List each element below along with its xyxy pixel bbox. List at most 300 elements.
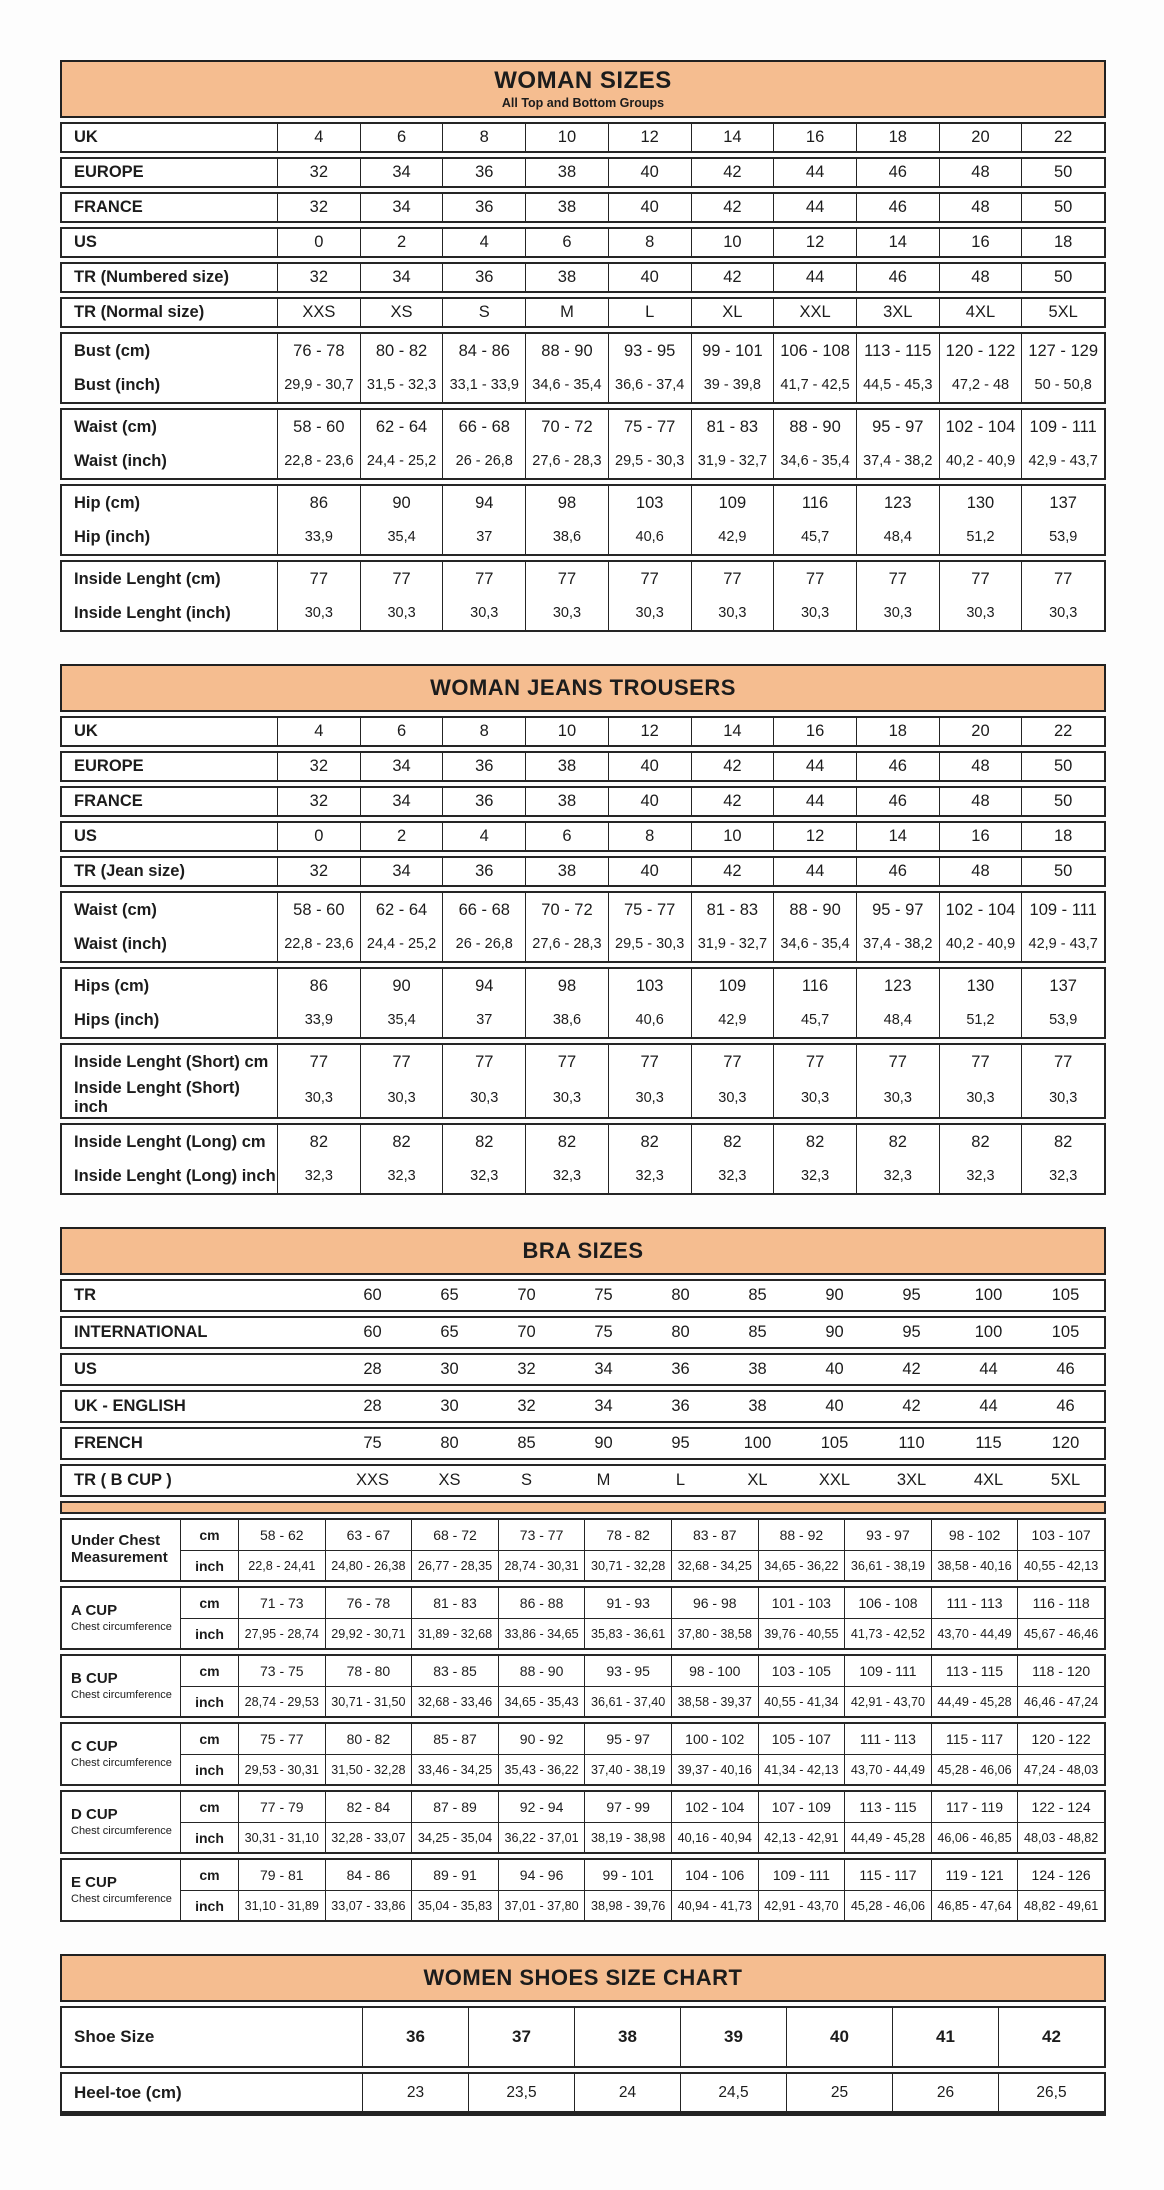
size-cell: 4 <box>277 124 360 151</box>
size-cell: 5XL <box>1050 1471 1081 1489</box>
size-cell: 50 <box>1021 858 1104 885</box>
size-cell: 44 <box>773 194 856 221</box>
size-cell: 41,73 - 42,52 <box>844 1619 931 1648</box>
size-cell: 39,76 - 40,55 <box>758 1619 845 1648</box>
size-cell: 97 - 99 <box>584 1792 671 1822</box>
size-row <box>60 1427 1106 1460</box>
size-cell: 40 <box>608 858 691 885</box>
size-row <box>62 444 1104 478</box>
measurement-row <box>181 1822 1104 1852</box>
unit-label: cm <box>199 1867 220 1883</box>
size-cell: 36 <box>671 1360 690 1378</box>
size-cell: 34 <box>360 753 443 780</box>
size-cell: XS <box>360 299 443 326</box>
size-cell: 109 - 111 <box>1021 410 1104 444</box>
bra-measurement-group <box>60 1518 1106 1582</box>
size-row <box>60 1353 1106 1386</box>
size-cell: 30,3 <box>360 1079 443 1117</box>
size-cell: 30,3 <box>277 596 360 630</box>
size-cell: 36 <box>442 194 525 221</box>
size-cell: 76 - 78 <box>325 1588 412 1618</box>
size-cell: 44,5 - 45,3 <box>856 368 939 402</box>
size-cell: 38,58 - 40,16 <box>931 1551 1018 1580</box>
size-row-group <box>60 484 1106 556</box>
size-row <box>62 1159 1104 1193</box>
size-cell: 27,6 - 28,3 <box>525 927 608 961</box>
size-cell: 40 <box>608 264 691 291</box>
size-cell: 77 <box>277 562 360 596</box>
size-cell: 116 - 118 <box>1017 1588 1104 1618</box>
size-cell: 117 - 119 <box>931 1792 1018 1822</box>
size-cell: 34 <box>594 1397 613 1415</box>
size-cell: 44,49 - 45,28 <box>844 1823 931 1852</box>
size-cell: 45,28 - 46,06 <box>844 1891 931 1920</box>
measurement-sublabel-text: Chest circumference <box>71 1621 172 1634</box>
size-cell: 34 <box>360 858 443 885</box>
size-cell: 42 <box>691 264 774 291</box>
size-row <box>62 486 1104 520</box>
size-cell: 47,24 - 48,03 <box>1017 1755 1104 1784</box>
size-cell: 40,55 - 41,34 <box>758 1687 845 1716</box>
size-row <box>62 562 1104 596</box>
size-cell: 37,4 - 38,2 <box>856 927 939 961</box>
size-cell: 44 <box>979 1360 998 1378</box>
size-cell: XXS <box>355 1471 390 1489</box>
size-cell: 29,5 - 30,3 <box>608 444 691 478</box>
size-cell: 30 <box>440 1397 459 1415</box>
size-cell: 28 <box>363 1360 382 1378</box>
size-cell: 120 - 122 <box>939 334 1022 368</box>
size-cell: 29,53 - 30,31 <box>238 1755 325 1784</box>
size-cell: 75 <box>594 1323 613 1341</box>
size-cell: 12 <box>608 718 691 745</box>
size-cell: 4 <box>442 229 525 256</box>
size-row <box>60 262 1106 293</box>
size-cell: 32,3 <box>691 1159 774 1193</box>
size-cell: 103 <box>608 486 691 520</box>
size-cell: 77 <box>691 562 774 596</box>
size-row <box>60 856 1106 887</box>
size-cell: 22 <box>1021 124 1104 151</box>
size-cell: 42,13 - 42,91 <box>758 1823 845 1852</box>
size-row-group <box>60 1043 1106 1119</box>
size-cell: 36,22 - 37,01 <box>498 1823 585 1852</box>
size-cell: 77 <box>525 562 608 596</box>
size-cell: 32,3 <box>277 1159 360 1193</box>
size-row-group <box>60 967 1106 1039</box>
size-row <box>62 1045 1104 1079</box>
size-cell: 45,28 - 46,06 <box>931 1755 1018 1784</box>
size-cell: 23 <box>362 2074 468 2111</box>
size-row <box>62 596 1104 630</box>
size-row <box>60 1279 1106 1312</box>
size-cell: 46,06 - 46,85 <box>931 1823 1018 1852</box>
size-cell: 31,5 - 32,3 <box>360 368 443 402</box>
size-cell: 46,46 - 47,24 <box>1017 1687 1104 1716</box>
size-cell: 93 - 95 <box>608 334 691 368</box>
size-cell: 5XL <box>1021 299 1104 326</box>
size-cell: L <box>675 1471 686 1489</box>
size-cell: 70 <box>517 1323 536 1341</box>
size-cell: 70 - 72 <box>525 410 608 444</box>
size-cell: 35,83 - 36,61 <box>584 1619 671 1648</box>
size-cell: 88 - 92 <box>758 1520 845 1550</box>
size-cell: 110 <box>898 1434 925 1452</box>
measurement-body <box>180 1724 1104 1784</box>
size-cell: 3XL <box>856 299 939 326</box>
row-label: TR (Numbered size) <box>74 268 229 286</box>
measurement-label-text: E CUP <box>71 1873 117 1891</box>
size-cell: 51,2 <box>939 520 1022 554</box>
size-cell: 50 <box>1021 194 1104 221</box>
size-cell: 103 <box>608 969 691 1003</box>
size-cell: 130 <box>939 969 1022 1003</box>
size-cell: 34,6 - 35,4 <box>773 444 856 478</box>
size-cell: 34,6 - 35,4 <box>773 927 856 961</box>
size-cell: 77 <box>939 1045 1022 1079</box>
size-cell: 77 <box>773 1045 856 1079</box>
size-cell: 2 <box>360 229 443 256</box>
size-cell: 100 - 102 <box>671 1724 758 1754</box>
size-cell: 32 <box>277 753 360 780</box>
measurement-label-text: Under Chest Measurement <box>71 1532 168 1566</box>
size-cell: 44,49 - 45,28 <box>931 1687 1018 1716</box>
size-cell: 40,2 - 40,9 <box>939 444 1022 478</box>
size-cell: 73 - 75 <box>238 1656 325 1686</box>
women-shoes-rows <box>60 2006 1106 2116</box>
size-cell: 38 <box>748 1397 767 1415</box>
row-label: EUROPE <box>74 757 144 775</box>
measurement-label <box>62 1520 180 1580</box>
size-cell: 32 <box>277 858 360 885</box>
row-label: Shoe Size <box>74 2027 155 2046</box>
size-cell: 79 - 81 <box>238 1860 325 1890</box>
size-cell: 36 <box>442 264 525 291</box>
size-cell: 6 <box>525 229 608 256</box>
size-cell: 42 <box>691 159 774 186</box>
size-cell: 30 <box>440 1360 459 1378</box>
size-cell: 48 <box>939 194 1022 221</box>
size-cell: 94 <box>442 486 525 520</box>
measurement-row <box>181 1860 1104 1890</box>
size-cell: 27,6 - 28,3 <box>525 444 608 478</box>
row-label: US <box>74 233 97 251</box>
size-cell: 42,91 - 43,70 <box>844 1687 931 1716</box>
size-row-group <box>60 1123 1106 1195</box>
size-cell: 81 - 83 <box>411 1588 498 1618</box>
size-cell: 29,5 - 30,3 <box>608 927 691 961</box>
size-cell: L <box>608 299 691 326</box>
measurement-row <box>181 1588 1104 1618</box>
size-cell: 30,3 <box>1021 596 1104 630</box>
row-label: UK <box>74 128 98 146</box>
size-cell: 66 - 68 <box>442 410 525 444</box>
size-cell: 48,82 - 49,61 <box>1017 1891 1104 1920</box>
size-cell: 94 - 96 <box>498 1860 585 1890</box>
size-cell: 105 <box>1051 1323 1080 1341</box>
size-row <box>60 1464 1106 1497</box>
size-cell: 30,71 - 32,28 <box>584 1551 671 1580</box>
row-label: FRANCE <box>74 198 143 216</box>
size-cell: 85 <box>748 1286 767 1304</box>
size-cell: 44 <box>773 788 856 815</box>
size-cell: 34,65 - 36,22 <box>758 1551 845 1580</box>
size-cell: 80 - 82 <box>325 1724 412 1754</box>
measurement-row <box>181 1520 1104 1550</box>
size-cell: 37 <box>442 1003 525 1037</box>
size-cell: 32,3 <box>773 1159 856 1193</box>
size-cell: 37 <box>468 2008 574 2066</box>
size-row <box>62 893 1104 927</box>
size-cell: 46,85 - 47,64 <box>931 1891 1018 1920</box>
size-cell: 22,8 - 23,6 <box>277 444 360 478</box>
size-cell: 46 <box>1056 1360 1075 1378</box>
size-cell: 32,3 <box>525 1159 608 1193</box>
size-cell: 106 - 108 <box>773 334 856 368</box>
size-cell: 30,3 <box>360 596 443 630</box>
size-cell: 33,1 - 33,9 <box>442 368 525 402</box>
size-cell: 32,3 <box>442 1159 525 1193</box>
size-row <box>62 1079 1104 1117</box>
size-cell: 100 <box>974 1286 1003 1304</box>
size-cell: 35,04 - 35,83 <box>411 1891 498 1920</box>
size-cell: 73 - 77 <box>498 1520 585 1550</box>
size-cell: 8 <box>608 823 691 850</box>
measurement-label <box>62 1792 180 1852</box>
size-cell: 32,68 - 34,25 <box>671 1551 758 1580</box>
size-cell: 98 <box>525 486 608 520</box>
size-cell: 30,3 <box>856 596 939 630</box>
size-cell: 39,37 - 40,16 <box>671 1755 758 1784</box>
size-cell: 32 <box>277 194 360 221</box>
size-row <box>60 192 1106 223</box>
size-cell: 122 - 124 <box>1017 1792 1104 1822</box>
size-cell: 123 <box>856 486 939 520</box>
measurement-sublabel-text: Chest circumference <box>71 1757 172 1770</box>
woman-sizes-title: WOMAN SIZES <box>494 67 672 94</box>
size-cell: 45,7 <box>773 520 856 554</box>
size-cell: XXS <box>277 299 360 326</box>
size-cell: 46 <box>1056 1397 1075 1415</box>
unit-label: inch <box>195 1625 224 1642</box>
size-cell: 88 - 90 <box>498 1656 585 1686</box>
size-cell: 102 - 104 <box>939 893 1022 927</box>
size-cell: 75 - 77 <box>238 1724 325 1754</box>
measurement-row <box>181 1890 1104 1920</box>
measurement-label <box>62 1860 180 1920</box>
size-cell: 137 <box>1021 486 1104 520</box>
size-cell: 48 <box>939 753 1022 780</box>
size-cell: 90 <box>825 1286 844 1304</box>
size-cell: 34 <box>360 194 443 221</box>
size-cell: 101 - 103 <box>758 1588 845 1618</box>
size-cell: 60 <box>363 1286 382 1304</box>
size-cell: 8 <box>442 718 525 745</box>
unit-label: cm <box>199 1663 220 1679</box>
size-cell: 86 <box>277 969 360 1003</box>
size-cell: 120 - 122 <box>1017 1724 1104 1754</box>
row-label: TR (Normal size) <box>74 303 205 321</box>
size-cell: 20 <box>939 124 1022 151</box>
size-cell: 58 - 60 <box>277 893 360 927</box>
size-cell: 42 <box>691 194 774 221</box>
size-cell: 119 - 121 <box>931 1860 1018 1890</box>
measurement-row <box>181 1792 1104 1822</box>
size-cell: 95 - 97 <box>856 410 939 444</box>
size-cell: 109 - 111 <box>1021 893 1104 927</box>
size-cell: 42,9 <box>691 1003 774 1037</box>
size-cell: 113 - 115 <box>856 334 939 368</box>
size-cell: 86 <box>277 486 360 520</box>
size-cell: 38 <box>525 194 608 221</box>
size-cell: 106 - 108 <box>844 1588 931 1618</box>
size-cell: 32,28 - 33,07 <box>325 1823 412 1852</box>
size-cell: 77 - 79 <box>238 1792 325 1822</box>
bra-sizes-title: BRA SIZES <box>522 1238 644 1263</box>
size-cell: 104 - 106 <box>671 1860 758 1890</box>
size-cell: 77 <box>525 1045 608 1079</box>
size-cell: 103 - 107 <box>1017 1520 1104 1550</box>
size-cell: 95 - 97 <box>584 1724 671 1754</box>
size-cell: 32 <box>277 788 360 815</box>
size-cell: 90 <box>594 1434 613 1452</box>
woman-sizes-header <box>60 60 1106 118</box>
size-cell: 6 <box>360 124 443 151</box>
woman-sizes-rows <box>60 122 1106 632</box>
size-cell: 4XL <box>973 1471 1004 1489</box>
size-cell: 91 - 93 <box>584 1588 671 1618</box>
measurement-label-text: A CUP <box>71 1601 118 1619</box>
size-cell: 4 <box>442 823 525 850</box>
size-cell: 30,3 <box>691 596 774 630</box>
bra-measurement-group <box>60 1790 1106 1854</box>
size-cell: 18 <box>1021 229 1104 256</box>
size-cell: 4 <box>277 718 360 745</box>
size-row <box>60 122 1106 153</box>
size-cell: 36,6 - 37,4 <box>608 368 691 402</box>
size-cell: 27,95 - 28,74 <box>238 1619 325 1648</box>
size-cell: 77 <box>360 562 443 596</box>
bra-sizes-table <box>60 1227 1106 1922</box>
size-cell: 32 <box>277 264 360 291</box>
size-cell: 115 - 117 <box>931 1724 1018 1754</box>
size-cell: 40,6 <box>608 520 691 554</box>
row-label: Inside Lenght (cm) <box>74 569 221 588</box>
size-row <box>60 786 1106 817</box>
size-cell: 14 <box>856 823 939 850</box>
size-cell: 38 <box>574 2008 680 2066</box>
bra-measurement-group <box>60 1858 1106 1922</box>
size-row <box>60 751 1106 782</box>
size-cell: 38,98 - 39,76 <box>584 1891 671 1920</box>
size-cell: 38 <box>525 753 608 780</box>
row-label: Hips (cm) <box>74 976 150 995</box>
size-row <box>62 334 1104 368</box>
size-cell: 77 <box>608 562 691 596</box>
row-label: Hip (inch) <box>74 527 151 546</box>
size-cell: 77 <box>691 1045 774 1079</box>
size-row-group <box>60 560 1106 632</box>
size-cell: 77 <box>360 1045 443 1079</box>
row-label: UK - ENGLISH <box>74 1397 186 1415</box>
size-cell: 84 - 86 <box>325 1860 412 1890</box>
size-cell: 40,16 - 40,94 <box>671 1823 758 1852</box>
size-cell: 88 - 90 <box>773 410 856 444</box>
size-cell: 42,9 - 43,7 <box>1021 444 1104 478</box>
size-cell: 24 <box>574 2074 680 2111</box>
unit-label: cm <box>199 1799 220 1815</box>
size-cell: 62 - 64 <box>360 893 443 927</box>
size-cell: 24,4 - 25,2 <box>360 444 443 478</box>
bra-table-divider-band <box>60 1501 1106 1514</box>
size-cell: 46 <box>856 194 939 221</box>
size-cell: 25 <box>786 2074 892 2111</box>
bra-conversion-rows <box>60 1279 1106 1497</box>
measurement-body <box>180 1520 1104 1580</box>
size-cell: M <box>596 1471 611 1489</box>
size-cell: 68 - 72 <box>411 1520 498 1550</box>
size-cell: 42 <box>902 1360 921 1378</box>
size-cell: 51,2 <box>939 1003 1022 1037</box>
size-cell: 40 <box>608 194 691 221</box>
size-cell: 40,94 - 41,73 <box>671 1891 758 1920</box>
size-row <box>62 927 1104 961</box>
size-cell: 30,3 <box>773 1079 856 1117</box>
row-label: UK <box>74 722 98 740</box>
woman-sizes-subtitle: All Top and Bottom Groups <box>501 96 665 110</box>
measurement-label <box>62 1588 180 1648</box>
size-cell: 102 - 104 <box>939 410 1022 444</box>
size-cell: 109 <box>691 969 774 1003</box>
row-label: EUROPE <box>74 163 144 181</box>
size-cell: 34 <box>360 159 443 186</box>
size-cell: 38,6 <box>525 520 608 554</box>
size-cell: 26,5 <box>998 2074 1104 2111</box>
size-cell: 44 <box>773 264 856 291</box>
size-cell: 29,9 - 30,7 <box>277 368 360 402</box>
row-label: INTERNATIONAL <box>74 1323 208 1341</box>
size-cell: 22,8 - 23,6 <box>277 927 360 961</box>
measurement-body <box>180 1860 1104 1920</box>
size-cell: 109 - 111 <box>758 1860 845 1890</box>
size-cell: 32,3 <box>939 1159 1022 1193</box>
size-cell: 30,3 <box>691 1079 774 1117</box>
size-cell: 53,9 <box>1021 1003 1104 1037</box>
size-cell: 48,4 <box>856 520 939 554</box>
size-cell: 109 - 111 <box>844 1656 931 1686</box>
size-cell: 12 <box>773 229 856 256</box>
size-cell: 115 <box>975 1434 1002 1452</box>
size-cell: 30,3 <box>442 596 525 630</box>
measurement-label <box>62 1656 180 1716</box>
size-cell: 32 <box>517 1397 536 1415</box>
size-cell: 93 - 97 <box>844 1520 931 1550</box>
size-cell: 81 - 83 <box>691 893 774 927</box>
row-label: Heel-toe (cm) <box>74 2082 182 2102</box>
size-cell: 77 <box>1021 1045 1104 1079</box>
size-cell: 38,6 <box>525 1003 608 1037</box>
size-cell: 95 <box>902 1286 921 1304</box>
woman-sizes-table <box>60 60 1106 632</box>
size-cell: 29,92 - 30,71 <box>325 1619 412 1648</box>
size-cell: 38,19 - 38,98 <box>584 1823 671 1852</box>
size-cell: 81 - 83 <box>691 410 774 444</box>
size-cell: 18 <box>1021 823 1104 850</box>
measurement-sublabel-text: Chest circumference <box>71 1825 172 1838</box>
unit-label: inch <box>195 1761 224 1778</box>
size-cell: 42 <box>902 1397 921 1415</box>
size-cell: 32 <box>517 1360 536 1378</box>
